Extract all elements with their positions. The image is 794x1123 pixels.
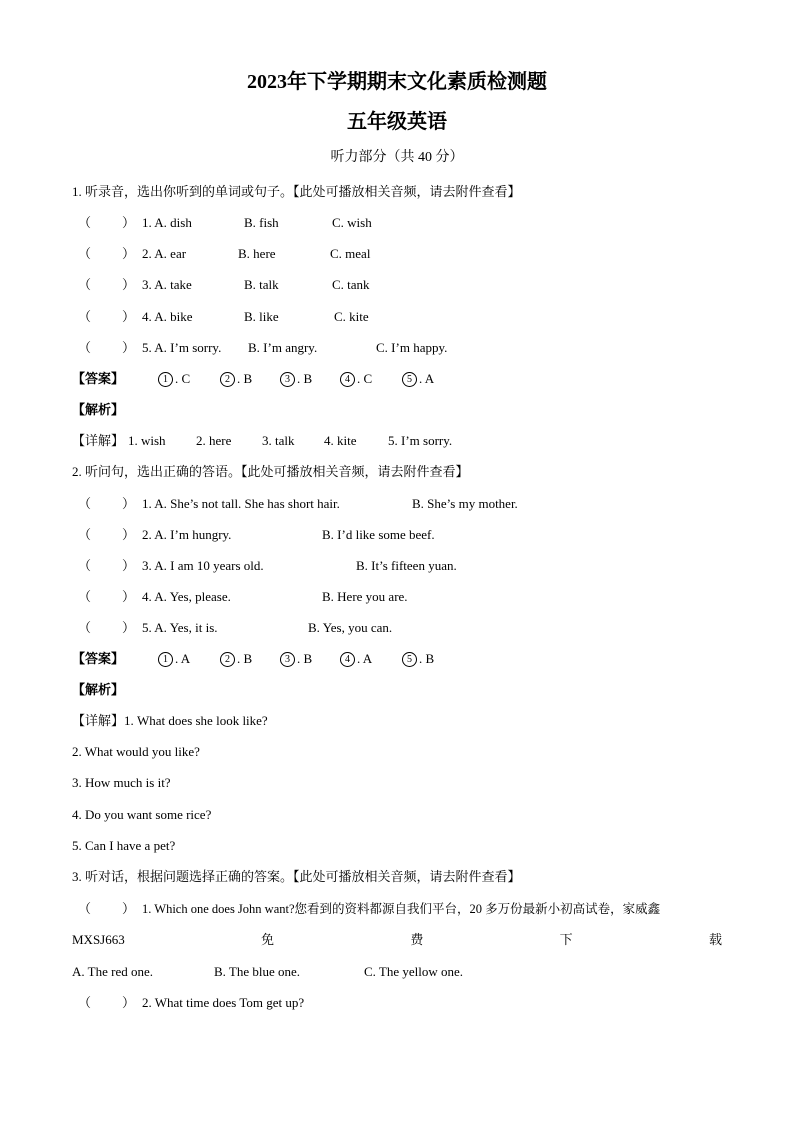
answer-paren-open: （ <box>78 527 92 542</box>
circled-number: 4 <box>340 372 355 387</box>
circled-number: 5 <box>402 372 417 387</box>
question-text: 1. Which one does John want?您看到的资料都源自我们平台，20 多万份最新小初高试卷，家威鑫 <box>142 902 661 916</box>
circled-number: 2 <box>220 652 235 667</box>
watermark-word: 费 <box>410 932 424 947</box>
answer-paren-close: ） <box>122 620 136 635</box>
detail-item: 1. wish <box>128 433 166 448</box>
option-a: 5. A. I’m sorry. <box>142 340 222 355</box>
answer-paren-open: （ <box>78 215 92 230</box>
part2-heading: 2. 听问句，选出正确的答语。【此处可播放相关音频，请去附件查看】 <box>72 464 469 479</box>
detail-item: 3. talk <box>262 433 295 448</box>
answer-item-4: 4 . A <box>340 649 372 669</box>
answer-item-1: 1 . A <box>158 649 190 669</box>
answer-paren-close: ） <box>122 496 136 511</box>
part2-detail-3: 3. How much is it? <box>72 775 171 790</box>
exam-title: 2023年下学期期末文化素质检测题 <box>247 71 547 93</box>
circled-number: 1 <box>158 372 173 387</box>
option-b: B. like <box>244 309 279 324</box>
option-a: 3. A. take <box>142 277 192 292</box>
answer-paren-close: ） <box>122 215 136 230</box>
detail-item: 5. I’m sorry. <box>388 433 453 448</box>
answer-item-5: 5 . B <box>402 649 434 669</box>
answer-item-3: 3 . B <box>280 649 312 669</box>
option-a: A. The red one. <box>72 964 153 979</box>
answer-item-4: 4 . C <box>340 369 372 389</box>
watermark-word: 载 <box>708 932 722 947</box>
answer-item-1: 1 . C <box>158 369 190 389</box>
answer-paren-close: ） <box>122 901 136 916</box>
answer-paren-open: （ <box>78 901 92 916</box>
answer-paren-open: （ <box>78 340 92 355</box>
circled-number: 1 <box>158 652 173 667</box>
option-a: 3. A. I am 10 years old. <box>142 558 264 573</box>
part2-detail-4: 4. Do you want some rice? <box>72 807 212 822</box>
answer-paren-open: （ <box>78 589 92 604</box>
answer-paren-open: （ <box>78 620 92 635</box>
answer-paren-open: （ <box>78 246 92 261</box>
answer-paren-close: ） <box>122 277 136 292</box>
circled-number: 3 <box>280 372 295 387</box>
watermark-word: MXSJ663 <box>72 932 125 947</box>
answer-paren-open: （ <box>78 496 92 511</box>
detail-item: 1. What does she look like? <box>124 713 268 728</box>
option-a: 4. A. bike <box>142 309 193 324</box>
option-b: B. here <box>238 246 276 261</box>
option-b: B. I’m angry. <box>248 340 318 355</box>
answer-paren-open: （ <box>78 277 92 292</box>
detail-label: 【详解】 <box>72 713 125 728</box>
option-a: 5. A. Yes, it is. <box>142 620 218 635</box>
answer-paren-open: （ <box>78 309 92 324</box>
answer-paren-close: ） <box>122 589 136 604</box>
part2-detail-5: 5. Can I have a pet? <box>72 838 176 853</box>
answer-item-5: 5 . A <box>402 369 434 389</box>
option-b: B. It’s fifteen yuan. <box>356 558 457 573</box>
watermark-word: 免 <box>261 932 275 947</box>
option-a: 1. A. dish <box>142 215 192 230</box>
part1-heading: 1. 听录音，选出你听到的单词或句子。【此处可播放相关音频，请去附件查看】 <box>72 184 521 199</box>
detail-label: 【详解】 <box>72 433 125 448</box>
option-a: 2. A. I’m hungry. <box>142 527 232 542</box>
answer-paren-close: ） <box>122 527 136 542</box>
answer-label: 【答案】 <box>72 651 125 666</box>
answer-paren-close: ） <box>122 246 136 261</box>
option-c: C. meal <box>330 246 371 261</box>
option-c: C. The yellow one. <box>364 964 464 979</box>
option-b: B. talk <box>244 277 279 292</box>
circled-number: 5 <box>402 652 417 667</box>
answer-paren-close: ） <box>122 995 136 1010</box>
answer-paren-open: （ <box>78 995 92 1010</box>
part2-detail-1 <box>72 711 732 731</box>
answer-item-3: 3 . B <box>280 369 312 389</box>
watermark-word: 下 <box>559 932 573 947</box>
answer-item-2: 2 . B <box>220 649 252 669</box>
part2-detail-2: 2. What would you like? <box>72 744 200 759</box>
circled-number: 4 <box>340 652 355 667</box>
answer-paren-close: ） <box>122 558 136 573</box>
answer-paren-close: ） <box>122 340 136 355</box>
answer-paren-close: ） <box>122 309 136 324</box>
section-heading: 听力部分（共 40 分） <box>330 150 464 165</box>
option-b: B. I’d like some beef. <box>322 527 435 542</box>
part1-analysis-label: 【解析】 <box>72 402 125 417</box>
option-c: C. I’m happy. <box>376 340 448 355</box>
question-text: 2. What time does Tom get up? <box>142 995 305 1010</box>
circled-number: 3 <box>280 652 295 667</box>
option-a: 1. A. She’s not tall. She has short hair. <box>142 496 340 511</box>
answer-label: 【答案】 <box>72 371 125 386</box>
option-b: B. Here you are. <box>322 589 408 604</box>
option-c: C. wish <box>332 215 372 230</box>
detail-item: 4. kite <box>324 433 357 448</box>
part3-heading: 3. 听对话，根据问题选择正确的答案。【此处可播放相关音频，请去附件查看】 <box>72 869 521 884</box>
answer-paren-open: （ <box>78 558 92 573</box>
watermark-line <box>72 930 722 950</box>
circled-number: 2 <box>220 372 235 387</box>
option-b: B. fish <box>244 215 279 230</box>
option-a: 2. A. ear <box>142 246 187 261</box>
part2-analysis-label: 【解析】 <box>72 682 125 697</box>
option-b: B. She’s my mother. <box>412 496 518 511</box>
option-c: C. kite <box>334 309 369 324</box>
option-a: 4. A. Yes, please. <box>142 589 231 604</box>
answer-item-2: 2 . B <box>220 369 252 389</box>
option-c: C. tank <box>332 277 370 292</box>
option-b: B. The blue one. <box>214 964 301 979</box>
exam-subtitle: 五年级英语 <box>347 111 447 133</box>
option-b: B. Yes, you can. <box>308 620 393 635</box>
detail-item: 2. here <box>196 433 232 448</box>
